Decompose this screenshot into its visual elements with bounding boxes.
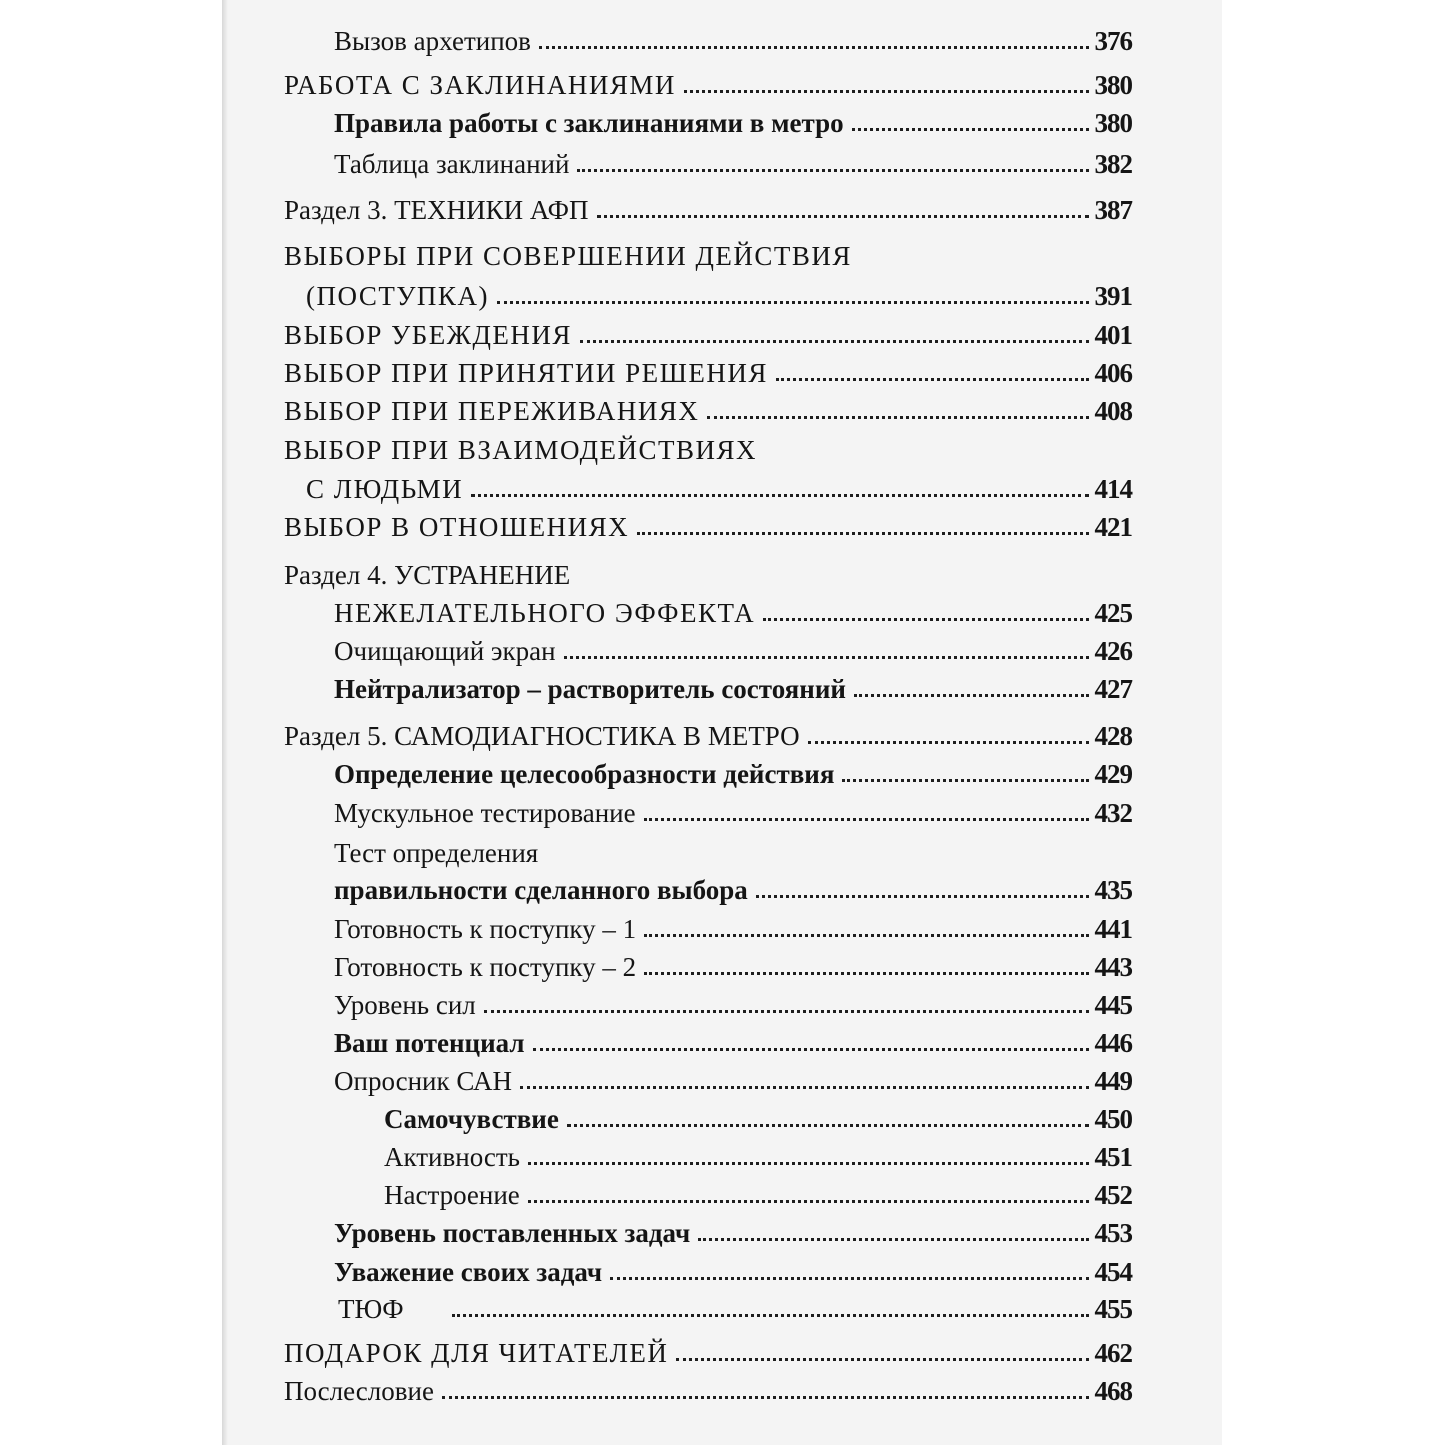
leader-dots — [610, 1277, 1088, 1280]
leader-dots — [567, 1124, 1089, 1127]
toc-entry-title: Вызов архетипов — [334, 26, 531, 56]
toc-entry — [284, 717, 1132, 753]
toc-entry-title: Опросник САН — [334, 1066, 513, 1096]
toc-entry-title: Раздел 5. САМОДИАГНОСТИКА В МЕТРО — [284, 721, 800, 751]
toc-entry — [284, 508, 1132, 544]
toc-entry-title: ПОДАРОК ДЛЯ ЧИТАТЕЛЕЙ — [284, 1338, 669, 1368]
toc-entry-page: 468 — [1094, 1376, 1132, 1406]
toc-entry — [284, 594, 1132, 630]
toc-entry — [284, 1100, 1132, 1136]
toc-entry-page: 445 — [1094, 990, 1132, 1020]
toc-entry-page: 451 — [1094, 1142, 1132, 1172]
toc-entry-page: 432 — [1094, 798, 1132, 828]
leader-dots — [528, 1162, 1089, 1165]
leader-dots — [644, 934, 1088, 937]
toc-entry — [284, 948, 1132, 984]
toc-entry-page: 452 — [1094, 1180, 1132, 1210]
leader-dots — [776, 378, 1089, 381]
leader-dots — [533, 1048, 1089, 1051]
leader-dots — [442, 1396, 1089, 1399]
leader-dots — [698, 1238, 1088, 1241]
toc-entry-page: 446 — [1094, 1028, 1132, 1058]
leader-dots — [637, 532, 1088, 535]
toc-entry — [284, 22, 1132, 58]
leader-dots — [852, 128, 1089, 131]
leader-dots — [707, 416, 1088, 419]
leader-dots — [808, 741, 1089, 744]
toc-entry-page: 441 — [1094, 914, 1132, 944]
toc-entry — [284, 755, 1132, 791]
toc-entry-title: Уровень поставленных задач — [334, 1218, 691, 1248]
leader-dots — [484, 1010, 1089, 1013]
leader-dots — [471, 494, 1088, 497]
toc-entry — [284, 1372, 1132, 1408]
toc-entry-page: 408 — [1094, 396, 1132, 426]
toc-entry-page: 454 — [1094, 1257, 1132, 1287]
leader-dots — [597, 215, 1089, 218]
leader-dots — [564, 656, 1089, 659]
toc-entry-page: 414 — [1094, 474, 1132, 504]
leader-dots — [644, 972, 1088, 975]
toc-entry — [284, 104, 1132, 140]
toc-entry-title-line: ВЫБОР ПРИ ВЗАИМОДЕЙСТВИЯХ — [284, 435, 758, 465]
toc-entry-title: Мускульное тестирование — [334, 798, 636, 828]
toc-entry-title: НЕЖЕЛАТЕЛЬНОГО ЭФФЕКТА — [334, 598, 756, 628]
toc-entry — [284, 1062, 1132, 1098]
leader-dots — [497, 301, 1089, 304]
toc-entry — [284, 1176, 1132, 1212]
toc-entry — [284, 1138, 1132, 1174]
toc-entry-page: 453 — [1094, 1218, 1132, 1248]
toc-entry-page: 450 — [1094, 1104, 1132, 1134]
toc-entry-title: ТЮФ — [338, 1294, 404, 1324]
toc-entry-title: ВЫБОР В ОТНОШЕНИЯХ — [284, 512, 630, 542]
toc-entry-page: 391 — [1094, 281, 1132, 311]
toc-entry — [284, 277, 1132, 313]
toc-entry — [284, 1290, 1132, 1326]
toc-entry-page: 387 — [1094, 195, 1132, 225]
toc-entry-title: ВЫБОР УБЕЖДЕНИЯ — [284, 320, 572, 350]
toc-entry-page: 443 — [1094, 952, 1132, 982]
toc-entry-title: Уровень сил — [334, 990, 476, 1020]
toc-entry-page: 435 — [1094, 875, 1132, 905]
toc-entry-page: 429 — [1094, 759, 1132, 789]
leader-dots — [520, 1086, 1088, 1089]
toc-entry-page: 449 — [1094, 1066, 1132, 1096]
toc-entry-page: 401 — [1094, 320, 1132, 350]
leader-dots — [684, 90, 1089, 93]
toc-entry — [284, 986, 1132, 1022]
toc-entry-page: 421 — [1094, 512, 1132, 542]
toc-entry-title: Активность — [384, 1142, 520, 1172]
toc-entry-page: 380 — [1094, 70, 1132, 100]
toc-entry-title: Ваш потенциал — [334, 1028, 525, 1058]
toc-entry-page: 376 — [1094, 26, 1132, 56]
toc-entry-title-line: Тест определения — [334, 838, 539, 868]
toc-entry-page: 427 — [1094, 674, 1132, 704]
leader-dots — [580, 340, 1089, 343]
toc-entry — [284, 632, 1132, 668]
leader-dots — [756, 895, 1089, 898]
toc-entry-title: Готовность к поступку – 2 — [334, 952, 637, 982]
leader-dots — [644, 818, 1089, 821]
leader-dots — [539, 46, 1089, 49]
toc-entry-title: ВЫБОР ПРИ ПЕРЕЖИВАНИЯХ — [284, 396, 700, 426]
toc-entry-page: 382 — [1094, 149, 1132, 179]
toc-entry — [284, 354, 1132, 390]
leader-dots — [763, 618, 1088, 621]
toc-entry-title-line: Раздел 4. УСТРАНЕНИЕ — [284, 560, 571, 590]
toc-entry-title: Таблица заклинаний — [334, 149, 570, 179]
toc-entry-title: Уважение своих задач — [334, 1257, 603, 1287]
toc-entry-title: Самочувствие — [384, 1104, 559, 1134]
toc-entry — [284, 1253, 1132, 1289]
toc-entry — [284, 392, 1132, 428]
toc-entry — [284, 670, 1132, 706]
toc-entry-title: Очищающий экран — [334, 636, 556, 666]
toc-entry-title: Готовность к поступку – 1 — [334, 914, 637, 944]
toc-entry-title: РАБОТА С ЗАКЛИНАНИЯМИ — [284, 70, 676, 100]
toc-entry-page: 426 — [1094, 636, 1132, 666]
toc-entry-title: Нейтрализатор – растворитель состояний — [334, 674, 846, 704]
toc-entry-page: 380 — [1094, 108, 1132, 138]
leader-dots — [854, 694, 1089, 697]
toc-entry-title: (ПОСТУПКА) — [306, 281, 489, 311]
toc-entry — [284, 191, 1132, 227]
toc-entry-page: 428 — [1094, 721, 1132, 751]
leader-dots — [528, 1200, 1089, 1203]
toc-entry-page: 406 — [1094, 358, 1132, 388]
toc-entry-page: 455 — [1094, 1294, 1132, 1324]
toc-entry-title: С ЛЮДЬМИ — [306, 474, 464, 504]
toc-entry-title: ВЫБОР ПРИ ПРИНЯТИИ РЕШЕНИЯ — [284, 358, 768, 388]
toc-entry — [284, 1024, 1132, 1060]
leader-dots — [676, 1358, 1088, 1361]
toc-entry — [284, 1334, 1132, 1370]
toc-entry — [284, 1214, 1132, 1250]
toc-entry-title: Правила работы с заклинаниями в метро — [334, 108, 844, 138]
toc-entry — [284, 66, 1132, 102]
toc-entry — [284, 910, 1132, 946]
toc-entry-title: правильности сделанного выбора — [334, 875, 748, 905]
toc-entry-page: 462 — [1094, 1338, 1132, 1368]
toc-entry — [284, 145, 1132, 181]
toc-entry-title-line: ВЫБОРЫ ПРИ СОВЕРШЕНИИ ДЕЙСТВИЯ — [284, 241, 852, 271]
toc-entry-title: Определение целесообразности действия — [334, 759, 835, 789]
toc-entry — [284, 871, 1132, 907]
toc-entry — [284, 316, 1132, 352]
toc-entry-title: Раздел 3. ТЕХНИКИ АФП — [284, 195, 589, 225]
leader-dots — [452, 1314, 1089, 1317]
page-edge-shadow — [222, 0, 228, 1445]
toc-entry — [284, 470, 1132, 506]
toc-entry-title: Настроение — [384, 1180, 520, 1210]
toc-entry-title: Послесловие — [284, 1376, 434, 1406]
leader-dots — [842, 779, 1088, 782]
leader-dots — [577, 169, 1088, 172]
toc-entry-page: 425 — [1094, 598, 1132, 628]
toc-entry — [284, 794, 1132, 830]
